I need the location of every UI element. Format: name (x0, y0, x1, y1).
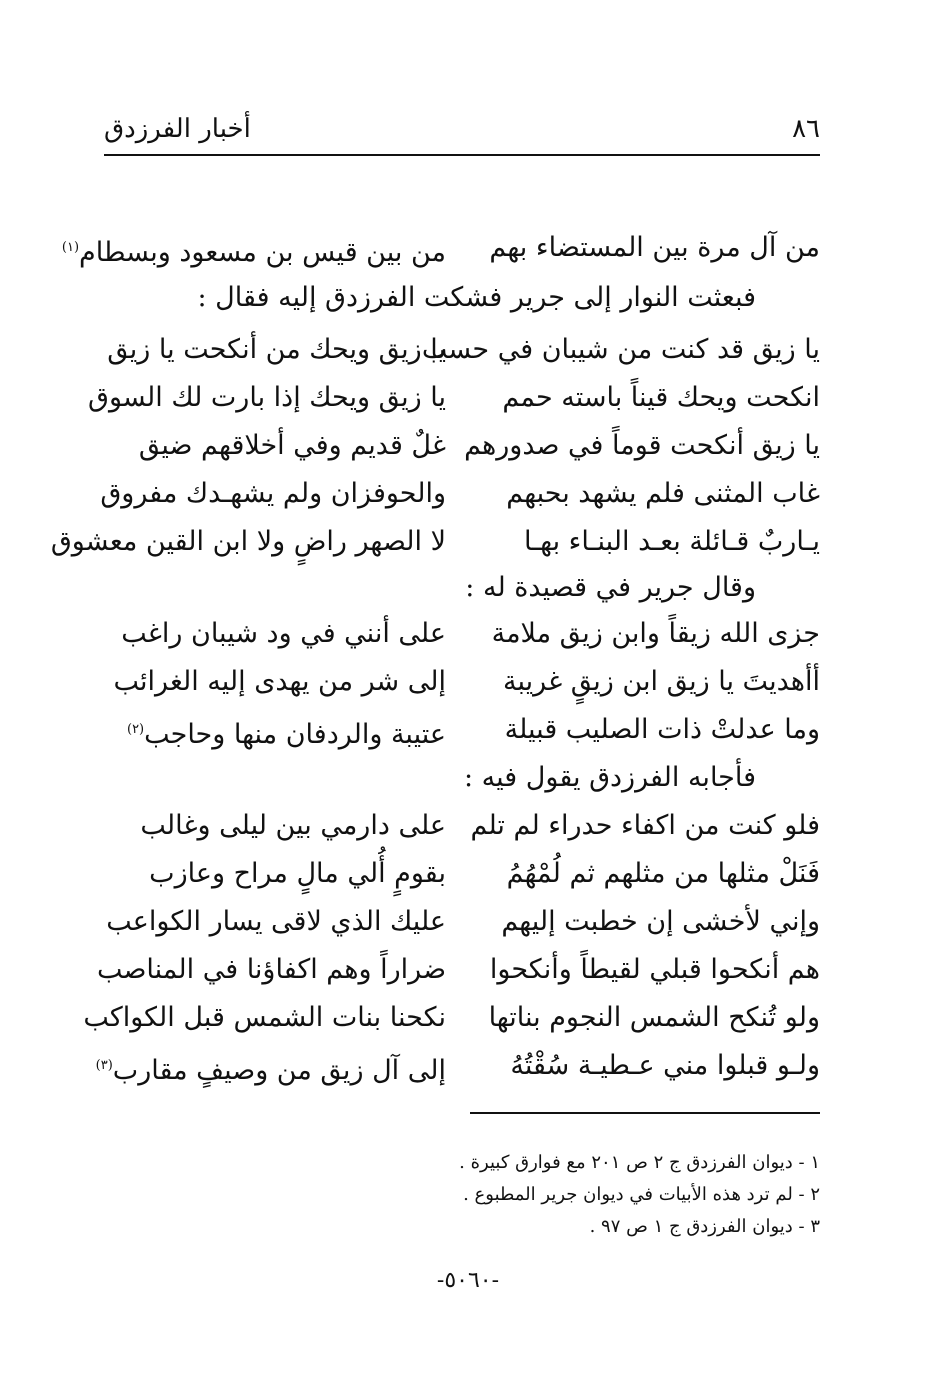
poem2-verse-1-second: على أنني في ود شيبان راغب (121, 618, 446, 649)
footnote-1: ١ - ديوان الفرزدق ج ٢ ص ٢٠١ مع فوارق كبيرة . (459, 1152, 820, 1173)
poem3-verse-2-second: بقومٍ أُلي مالٍ مراح وعازب (149, 858, 446, 889)
poem2-verse-3-first: وما عدلتْ ذات الصليب قبيلة (504, 714, 820, 745)
prose-line-1: فبعثت النوار إلى جرير فشكت الفرزدق إليه فقال : (197, 282, 756, 313)
poem1-verse-5-second: لا الصهر راضٍ ولا ابن القين معشوق (50, 526, 446, 557)
poem1-verse-4-second: والحوفزان ولم يشهـدك مفروق (100, 478, 446, 509)
footnote-marker-3: (٣) (95, 1058, 113, 1073)
poem3-verse-2-first: فَنَلْ مثلها من مثلهم ثم لُمْهُمُ (506, 858, 820, 889)
poem3-verse-1-first: فلو كنت من اكفاء حدراء لم تلم (470, 810, 820, 841)
poem3-verse-4-first: هم أنكحوا قبلي لقيطاً وأنكحوا (489, 954, 820, 985)
poem1-verse-2-first: انكحت ويحك قيناً باسته حمم (502, 382, 820, 413)
poem3-verse-6-second: إلى آل زيق من وصيفٍ مقارب$^{(٣)}$ (95, 1055, 446, 1086)
poem1-verse-1-first: يا زيق قد كنت من شيبان في حسب (421, 334, 820, 365)
footnote-marker-2: (٢) (126, 722, 145, 737)
poem3-verse-6-first: ولـو قبلوا مني عـطيـة سُقْتُهُ (510, 1050, 820, 1081)
poem2-verse-2-first: أأهديتَ يا زيق ابن زيقٍ غريبة (503, 666, 820, 697)
folio-number: -٥٠٦٠- (436, 1268, 500, 1293)
poem3-verse-3-first: وإني لأخشى إن خطبت إليهم (501, 906, 820, 937)
poem2-verse-2-second: إلى شر من يهدى إليه الغرائب (113, 666, 446, 697)
poem3-verse-5-second: نكحنا بنات الشمس قبل الكواكب (83, 1002, 446, 1033)
poem2-verse-3-second: عتيبة والردفان منها وحاجب$^{(٢)}$ (126, 719, 446, 750)
poem1-verse-3-second: غلٌ قديم وفي أخلاقهم ضيق (138, 430, 446, 461)
poem2-verse-1-first: جزى الله زيقاً وابن زيق ملامة (491, 618, 820, 649)
poem3-verse-1-second: على دارمي بين ليلى وغالب (140, 810, 446, 841)
poem3-verse-4-second: ضراراً وهم اكفاؤنا في المناصب (96, 954, 446, 985)
poem1-verse-3-first: يا زيق أنكحت قوماً في صدورهم (464, 430, 820, 461)
footnote-3: ٣ - ديوان الفرزدق ج ١ ص ٩٧ . (589, 1216, 820, 1237)
poem3-verse-3-second: عليك الذي لاقى يسار الكواعب (106, 906, 446, 937)
poem1-verse-2-second: يا زيق ويحك إذا بارت لك السوق (88, 382, 446, 413)
prose-line-3: فأجابه الفرزدق يقول فيه : (463, 762, 756, 793)
poem1-verse-1-second: يا زيق ويحك من أنكحت يا زيق (107, 334, 446, 365)
poem1-verse-4-first: غاب المثنى فلم يشهد بحبهم (506, 478, 820, 509)
footnote-2: ٢ - لم ترد هذه الأبيات في ديوان جرير المطبوع . (463, 1184, 820, 1205)
footnote-separator (470, 1112, 820, 1114)
poem1-verse-5-first: يـاربٌ قـائلة بعـد البنـاء بهـا (524, 526, 820, 557)
verse-1-first-hemistich: من آل مرة بين المستضاء بهم (489, 232, 820, 263)
book-title: أخبار الفرزدق (104, 114, 251, 144)
poem3-verse-5-first: ولو تُنكح الشمس النجوم بناتها (488, 1002, 820, 1033)
verse-1-second-hemistich: من بين قيس بن مسعود وبسطام$^{(١)}$ (61, 237, 446, 268)
page-number: ٨٦ (792, 114, 820, 144)
running-header (104, 112, 820, 156)
prose-line-2: وقال جرير في قصيدة له : (465, 572, 756, 603)
footnote-marker-1: (١) (61, 240, 80, 255)
